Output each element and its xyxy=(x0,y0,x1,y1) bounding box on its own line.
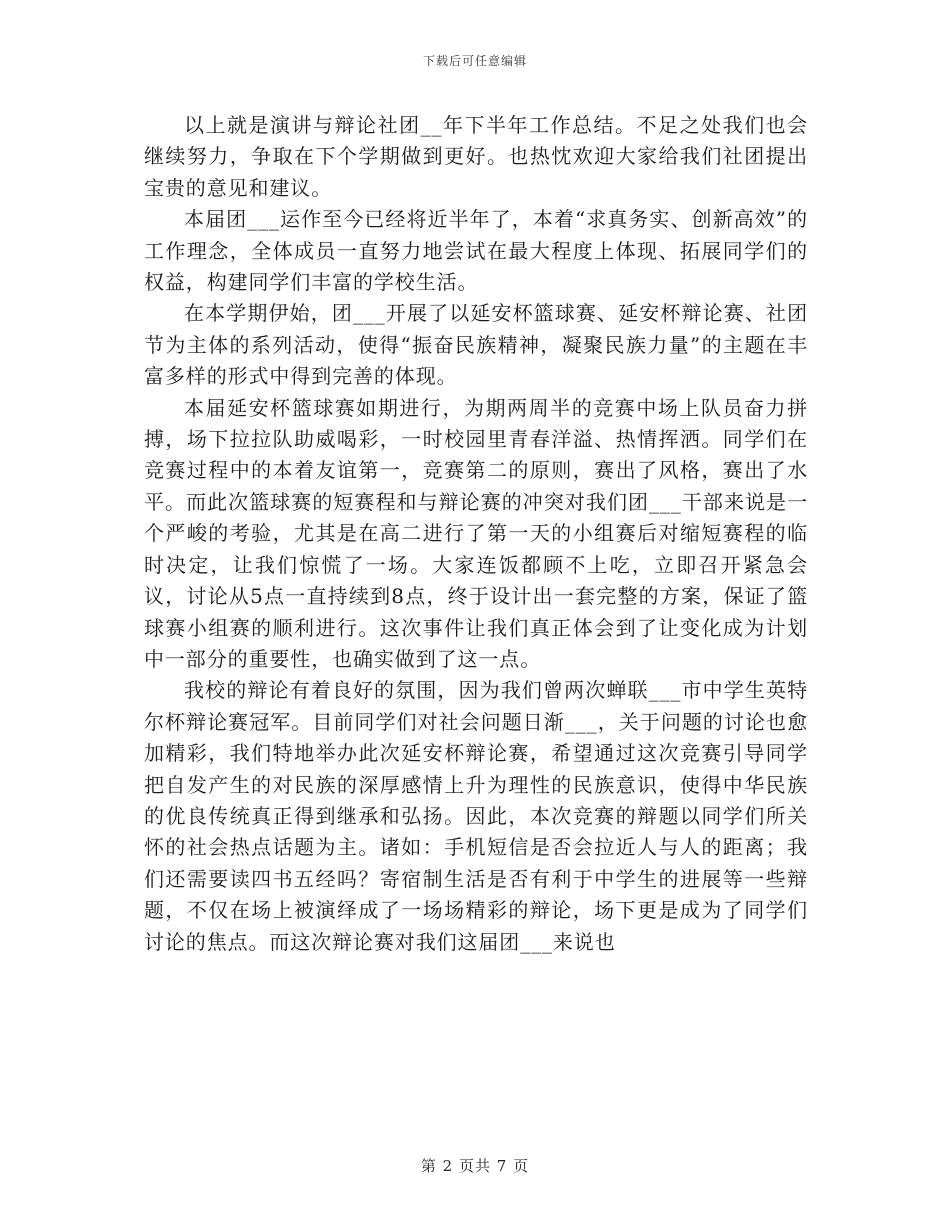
document-body xyxy=(144,110,808,958)
paragraph-semester-activities: 在本学期伊始，团___开展了以延安杯篮球赛、延安杯辩论赛、社团节为主体的系列活动，使得“振奋民族精神，凝聚民族力量”的主题在丰富多样的形式中得到完善的体现。 xyxy=(144,301,808,389)
paragraph-debate: 我校的辩论有着良好的氛围，因为我们曾两次蝉联___市中学生英特尔杯辩论赛冠军。目前同学们对社会问题日渐___，关于问题的讨论也愈加精彩，我们特地举办此次延安杯辩论赛，希望通过这次竞赛引导同学把自发产生的对民族的深厚感情上升为理性的民族意识，使得中华民族的优良传统真正得到继承和弘扬。因此，本次竞赛的辩题以同学们所关怀的社会热点话题为主。诸如：手机短信是否会拉近人与人的距离；我们还需要读四书五经吗？寄宿制生活是否有利于中学生的进展等一些辩题，不仅在场上被演绎成了一场场精彩的辩论，场下更是成为了同学们讨论的焦点。而这次辩论赛对我们这届团___来说也 xyxy=(144,678,808,954)
paragraph-summary: 以上就是演讲与辩论社团__年下半年工作总结。不足之处我们也会继续努力，争取在下个学期做到更好。也热忱欢迎大家给我们社团提出宝贵的意见和建议。 xyxy=(144,113,808,200)
page-header: 下载后可任意编辑 xyxy=(422,54,527,68)
page-number-footer: 第 2 页共 7 页 xyxy=(420,1157,530,1175)
paragraph-league-operation: 本届团___运作至今已经将近半年了，本着“求真务实、创新高效”的工作理念，全体成员一直努力地尝试在最大程度上体现、拓展同学们的权益，构建同学们丰富的学校生活。 xyxy=(144,207,808,295)
paragraph-basketball: 本届延安杯篮球赛如期进行，为期两周半的竞赛中场上队员奋力拼搏，场下拉拉队助威喝彩，一时校园里青春洋溢、热情挥洒。同学们在竞赛过程中的本着友谊第一，竞赛第二的原则，赛出了风格，赛出了水平。而此次篮球赛的短赛程和与辩论赛的冲突对我们团___干部来说是一个严峻的考验，尤其是在高二进行了第一天的小组赛后对缩短赛程的临时决定，让我们惊慌了一场。大家连饭都顾不上吃，立即召开紧急会议，讨论从5点一直持续到8点，终于设计出一套完整的方案，保证了篮球赛小组赛的顺利进行。这次事件让我们真正体会到了让变化成为计划中一部分的重要性，也确实做到了这一点。 xyxy=(144,395,808,671)
